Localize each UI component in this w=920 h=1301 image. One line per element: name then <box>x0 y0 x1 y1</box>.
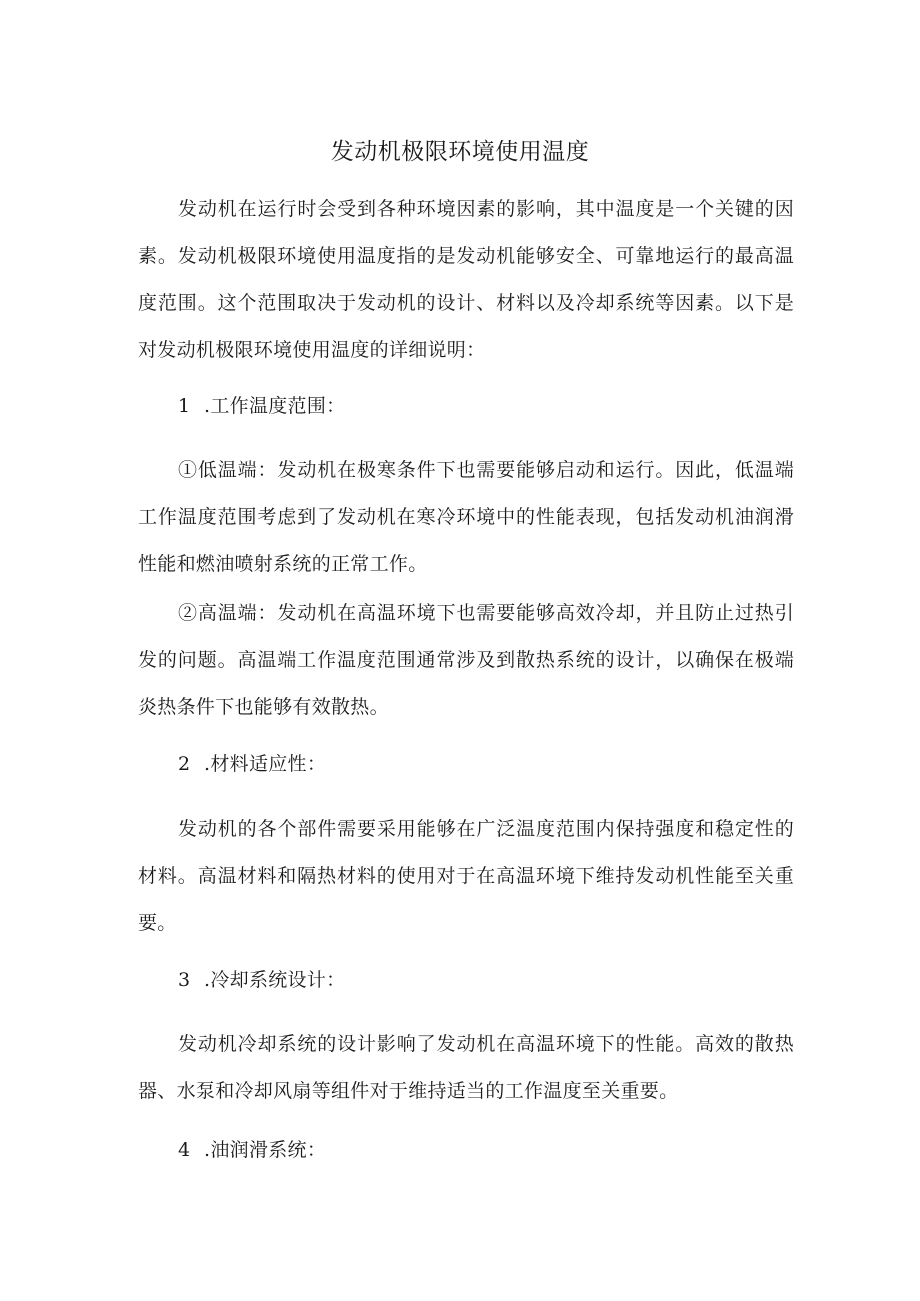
section-heading-4 <box>178 1134 778 1166</box>
section-number: 1 <box>178 395 191 417</box>
section-2-paragraph-1: 发动机的各个部件需要采用能够在广泛温度范围内保持强度和稳定性的材料。高温材料和隔热材料的使用对于在高温环境下维持发动机性能至关重要。 <box>138 818 794 934</box>
section-heading-1 <box>178 390 778 422</box>
page-title: 发动机极限环境使用温度 <box>330 139 590 165</box>
section-title: .油润滑系统： <box>204 1139 327 1161</box>
section-3-paragraph-1: 发动机冷却系统的设计影响了发动机在高温环境下的性能。高效的散热器、水泵和冷却风扇等组件对于维持适当的工作温度至关重要。 <box>138 1033 794 1102</box>
section-heading-2 <box>178 748 778 780</box>
section-number: 4 <box>178 1139 191 1161</box>
section-1-paragraph-1: ①低温端：发动机在极寒条件下也需要能够启动和运行。因此，低温端工作温度范围考虑到了发动机在寒冷环境中的性能表现，包括发动机油润滑性能和燃油喷射系统的正常工作。 <box>138 459 794 575</box>
section-number: 2 <box>178 753 191 775</box>
section-heading-3 <box>178 964 778 996</box>
intro-paragraph: 发动机在运行时会受到各种环境因素的影响，其中温度是一个关键的因素。发动机极限环境使用温度指的是发动机能够安全、可靠地运行的最高温度范围。这个范围取决于发动机的设计、材料以及冷却系统等因素。以下是对发动机极限环境使用温度的详细说明： <box>138 198 794 361</box>
section-title: .工作温度范围： <box>204 395 346 417</box>
section-1-paragraph-2: ②高温端：发动机在高温环境下也需要能够高效冷却，并且防止过热引发的问题。高温端工作温度范围通常涉及到散热系统的设计，以确保在极端炎热条件下也能够有效散热。 <box>138 602 794 718</box>
section-title: .材料适应性： <box>204 753 327 775</box>
section-title: .冷却系统设计： <box>204 969 346 991</box>
section-number: 3 <box>178 969 191 991</box>
